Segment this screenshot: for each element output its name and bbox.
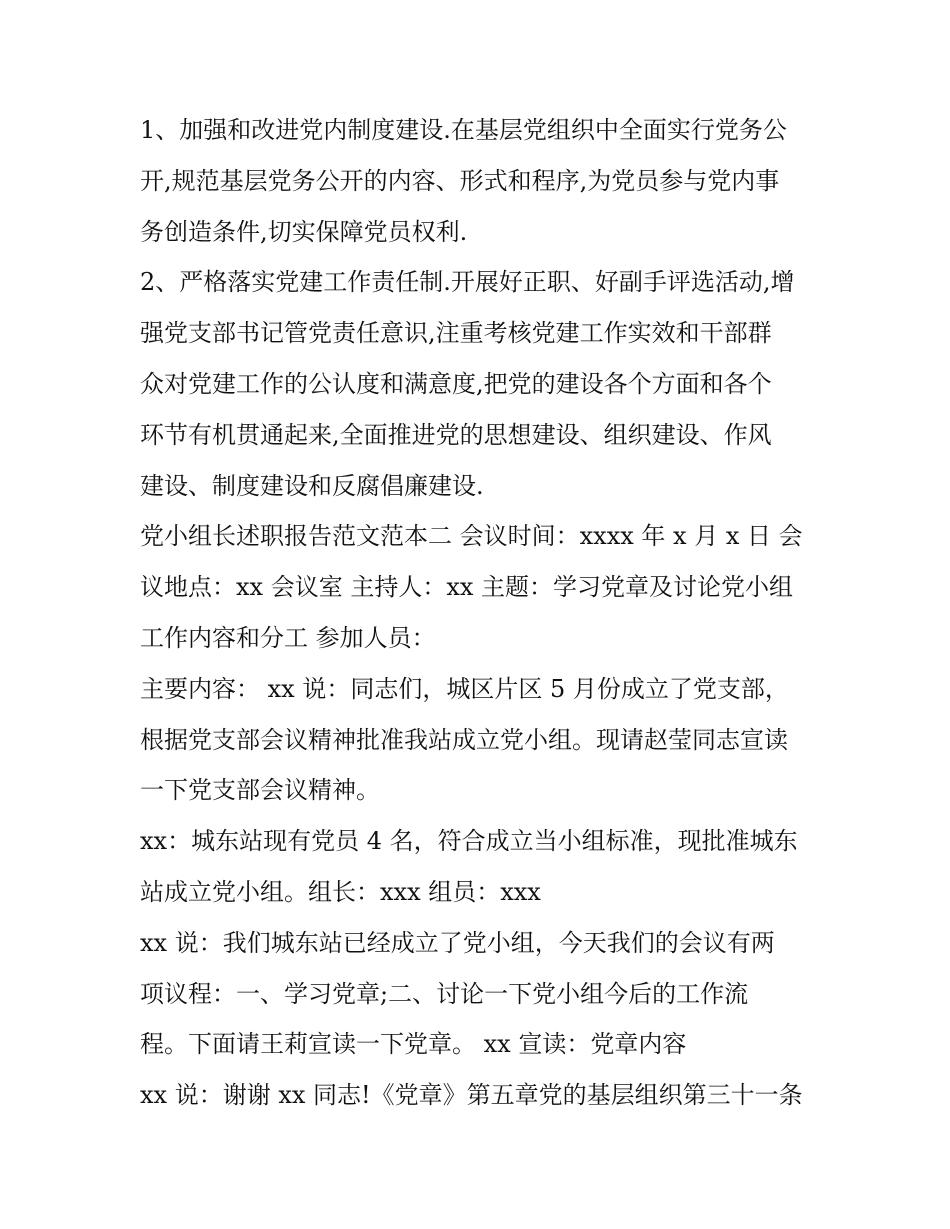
text-line: xx 说：谢谢 xx 同志!《党章》第五章党的基层组织第三十一条 <box>140 1081 803 1110</box>
text-line: 项议程：一、学习党章;二、讨论一下党小组今后的工作流 <box>140 979 749 1008</box>
text-line: 根据党支部会议精神批准我站成立党小组。现请赵莹同志宣读 <box>140 725 788 754</box>
text-line: 程。下面请王莉宣读一下党章。 xx 宣读：党章内容 <box>140 1030 687 1059</box>
text-line: xx：城东站现有党员 4 名，符合成立当小组标准，现批准城东 <box>140 827 798 856</box>
text-line: 党小组长述职报告范文范本二 会议时间：xxxx 年 x 月 x 日 会 <box>140 522 803 551</box>
text-line: 强党支部书记管党责任意识,注重考核党建工作实效和干部群 <box>140 319 772 348</box>
text-line: 站成立党小组。组长：xxx 组员：xxx <box>140 877 541 906</box>
text-line: 环节有机贯通起来,全面推进党的思想建设、组织建设、作风 <box>140 420 772 449</box>
text-line: 2、严格落实党建工作责任制.开展好正职、好副手评选活动,增 <box>140 268 795 297</box>
text-line: 开,规范基层党务公开的内容、形式和程序,为党员参与党内事 <box>140 166 780 195</box>
text-line: 1、加强和改进党内制度建设.在基层党组织中全面实行党务公 <box>140 116 787 144</box>
text-line: 务创造条件,切实保障党员权利. <box>140 217 468 246</box>
text-line: 一下党支部会议精神。 <box>140 776 380 805</box>
text-line: 众对党建工作的公认度和满意度,把党的建设各个方面和各个 <box>140 369 772 398</box>
text-line: 工作内容和分工 参加人员： <box>140 623 436 652</box>
text-line: 建设、制度建设和反腐倡廉建设. <box>140 471 484 500</box>
text-line: 议地点：xx 会议室 主持人：xx 主题：学习党章及讨论党小组 <box>140 573 794 602</box>
text-line: xx 说：我们城东站已经成立了党小组，今天我们的会议有两 <box>140 928 775 957</box>
document-body <box>140 105 820 1121</box>
text-line: 主要内容： xx 说：同志们，城区片区 5 月份成立了党支部， <box>140 674 789 703</box>
